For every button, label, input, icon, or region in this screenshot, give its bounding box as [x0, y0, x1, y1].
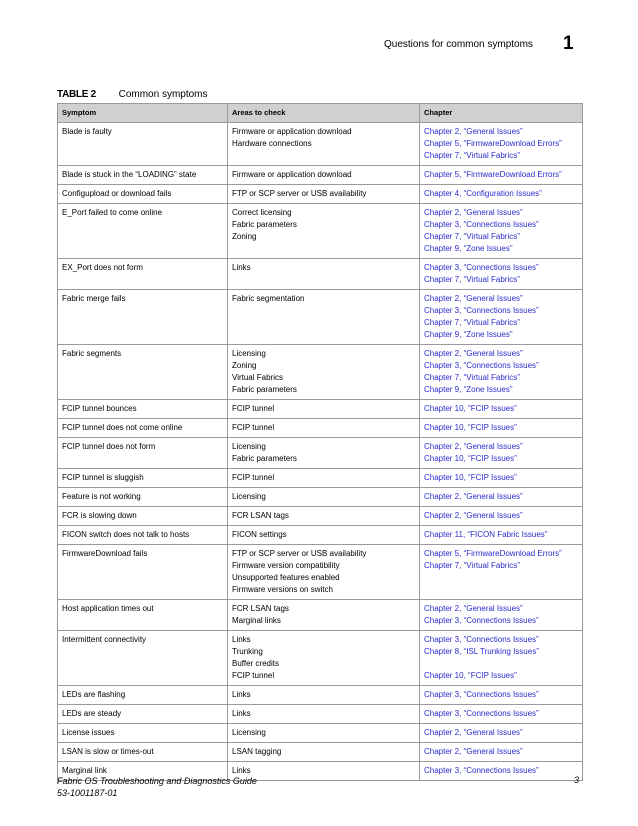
- areas-cell: [228, 400, 420, 419]
- chapter-link[interactable]: Chapter 3, “Connections Issues”: [424, 263, 539, 272]
- areas-cell: [228, 259, 420, 290]
- area-to-check: Links: [232, 635, 251, 644]
- areas-cell: [228, 507, 420, 526]
- chapter-link[interactable]: Chapter 9, “Zone Issues”: [424, 330, 513, 339]
- areas-cell: [228, 438, 420, 469]
- footer-doc-number: 53-1001187-01: [57, 788, 118, 798]
- area-to-check: Zoning: [232, 232, 257, 241]
- area-to-check: Fabric parameters: [232, 220, 297, 229]
- table-row: [58, 259, 583, 290]
- area-to-check: Unsupported features enabled: [232, 573, 340, 582]
- chapter-cell: [420, 724, 583, 743]
- table-row: [58, 545, 583, 600]
- area-to-check: Firmware or application download: [232, 127, 352, 136]
- table-row: [58, 705, 583, 724]
- chapter-cell: [420, 204, 583, 259]
- symptom-text: Intermittent connectivity: [62, 635, 147, 644]
- area-to-check: Trunking: [232, 647, 263, 656]
- area-to-check: Licensing: [232, 349, 266, 358]
- areas-cell: [228, 204, 420, 259]
- area-to-check: FCIP tunnel: [232, 473, 275, 482]
- symptom-text: License issues: [62, 728, 115, 737]
- chapter-cell: [420, 488, 583, 507]
- column-header-chapter: Chapter: [420, 104, 583, 123]
- chapter-cell: [420, 469, 583, 488]
- symptom-cell: [58, 526, 228, 545]
- area-to-check: FCIP tunnel: [232, 671, 275, 680]
- areas-cell: [228, 290, 420, 345]
- symptom-text: FCIP tunnel does not form: [62, 442, 156, 451]
- chapter-link[interactable]: Chapter 2, “General Issues”: [424, 728, 523, 737]
- symptom-cell: [58, 185, 228, 204]
- area-to-check: Fabric segmentation: [232, 294, 305, 303]
- chapter-number: 1: [563, 33, 574, 54]
- column-header-symptom: Symptom: [58, 104, 228, 123]
- chapter-cell: [420, 545, 583, 600]
- chapter-cell: [420, 705, 583, 724]
- symptom-cell: [58, 400, 228, 419]
- chapter-link[interactable]: Chapter 7, “Virtual Fabrics”: [424, 561, 520, 570]
- chapter-link[interactable]: Chapter 5, “FirmwareDownload Errors”: [424, 139, 562, 148]
- area-to-check: FICON settings: [232, 530, 287, 539]
- table-row: [58, 724, 583, 743]
- chapter-link[interactable]: Chapter 10, “FCIP Issues”: [424, 473, 517, 482]
- table-row: [58, 123, 583, 166]
- area-to-check: FCR LSAN tags: [232, 511, 289, 520]
- chapter-link[interactable]: Chapter 3, “Connections Issues”: [424, 766, 539, 775]
- areas-cell: [228, 345, 420, 400]
- areas-cell: [228, 545, 420, 600]
- area-to-check: Links: [232, 263, 251, 272]
- chapter-link[interactable]: Chapter 7, “Virtual Fabrics”: [424, 318, 520, 327]
- table-row: [58, 204, 583, 259]
- chapter-link[interactable]: Chapter 7, “Virtual Fabrics”: [424, 373, 520, 382]
- areas-cell: [228, 526, 420, 545]
- area-to-check: Fabric parameters: [232, 385, 297, 394]
- chapter-link[interactable]: Chapter 7, “Virtual Fabrics”: [424, 151, 520, 160]
- area-to-check: Correct licensing: [232, 208, 292, 217]
- area-to-check: Marginal links: [232, 616, 281, 625]
- symptom-cell: [58, 259, 228, 290]
- symptom-cell: [58, 705, 228, 724]
- chapter-link[interactable]: Chapter 10, “FCIP Issues”: [424, 423, 517, 432]
- chapter-cell: [420, 400, 583, 419]
- area-to-check: Links: [232, 766, 251, 775]
- chapter-cell: [420, 686, 583, 705]
- area-to-check: LSAN tagging: [232, 747, 282, 756]
- symptom-cell: [58, 545, 228, 600]
- areas-cell: [228, 686, 420, 705]
- symptom-cell: [58, 290, 228, 345]
- area-to-check: Firmware version compatibility: [232, 561, 340, 570]
- table-row: [58, 185, 583, 204]
- symptom-cell: [58, 686, 228, 705]
- table-row: [58, 743, 583, 762]
- chapter-cell: [420, 123, 583, 166]
- area-to-check: Virtual Fabrics: [232, 373, 283, 382]
- symptom-text: Blade is stuck in the “LOADING” state: [62, 170, 197, 179]
- area-to-check: Licensing: [232, 728, 266, 737]
- area-to-check: FTP or SCP server or USB availability: [232, 189, 367, 198]
- areas-cell: [228, 705, 420, 724]
- symptom-cell: [58, 724, 228, 743]
- chapter-link[interactable]: Chapter 2, “General Issues”: [424, 208, 523, 217]
- symptom-text: Blade is faulty: [62, 127, 112, 136]
- chapter-link[interactable]: Chapter 3, “Connections Issues”: [424, 690, 539, 699]
- symptom-text: LEDs are flashing: [62, 690, 126, 699]
- areas-cell: [228, 419, 420, 438]
- table-row: [58, 438, 583, 469]
- symptom-text: Host application times out: [62, 604, 154, 613]
- areas-cell: [228, 743, 420, 762]
- chapter-link[interactable]: Chapter 3, “Connections Issues”: [424, 306, 539, 315]
- area-to-check: FCR LSAN tags: [232, 604, 289, 613]
- area-to-check: Links: [232, 690, 251, 699]
- symptom-text: Marginal link: [62, 766, 107, 775]
- chapter-link[interactable]: Chapter 3, “Connections Issues”: [424, 361, 539, 370]
- areas-cell: [228, 185, 420, 204]
- symptom-cell: [58, 507, 228, 526]
- area-to-check: Licensing: [232, 442, 266, 451]
- chapter-link[interactable]: Chapter 5, “FirmwareDownload Errors”: [424, 549, 562, 558]
- symptom-text: FCIP tunnel bounces: [62, 404, 137, 413]
- area-to-check: Firmware versions on switch: [232, 585, 333, 594]
- chapter-link[interactable]: Chapter 2, “General Issues”: [424, 294, 523, 303]
- areas-cell: [228, 600, 420, 631]
- symptom-text: LSAN is slow or times-out: [62, 747, 154, 756]
- areas-cell: [228, 166, 420, 185]
- area-to-check: Licensing: [232, 492, 266, 501]
- table-row: [58, 469, 583, 488]
- areas-cell: [228, 631, 420, 686]
- table-row: [58, 400, 583, 419]
- chapter-link[interactable]: Chapter 10, “FCIP Issues”: [424, 454, 517, 463]
- table-header-row: [58, 104, 583, 123]
- symptom-cell: [58, 123, 228, 166]
- area-to-check: FCIP tunnel: [232, 423, 275, 432]
- chapter-link[interactable]: Chapter 7, “Virtual Fabrics”: [424, 232, 520, 241]
- chapter-spacer: [424, 658, 582, 670]
- symptom-cell: [58, 600, 228, 631]
- chapter-link[interactable]: Chapter 2, “General Issues”: [424, 127, 523, 136]
- chapter-link[interactable]: Chapter 10, “FCIP Issues”: [424, 404, 517, 413]
- chapter-cell: [420, 185, 583, 204]
- chapter-link[interactable]: Chapter 3, “Connections Issues”: [424, 616, 539, 625]
- symptom-cell: [58, 204, 228, 259]
- area-to-check: Firmware or application download: [232, 170, 352, 179]
- chapter-cell: [420, 600, 583, 631]
- chapter-link[interactable]: Chapter 4, “Configuration Issues”: [424, 189, 542, 198]
- symptom-text: Feature is not working: [62, 492, 141, 501]
- common-symptoms-table: [57, 103, 583, 781]
- symptom-text: EX_Port does not form: [62, 263, 143, 272]
- chapter-cell: [420, 345, 583, 400]
- symptom-cell: [58, 743, 228, 762]
- table-row: [58, 631, 583, 686]
- chapter-link[interactable]: Chapter 2, “General Issues”: [424, 349, 523, 358]
- table-row: [58, 507, 583, 526]
- area-to-check: Fabric parameters: [232, 454, 297, 463]
- symptom-text: FirmwareDownload fails: [62, 549, 148, 558]
- table-row: [58, 600, 583, 631]
- table-caption-text: Common symptoms: [118, 89, 208, 100]
- symptom-text: Configupload or download fails: [62, 189, 172, 198]
- chapter-cell: [420, 438, 583, 469]
- chapter-link[interactable]: Chapter 2, “General Issues”: [424, 442, 523, 451]
- chapter-link[interactable]: Chapter 9, “Zone Issues”: [424, 385, 513, 394]
- areas-cell: [228, 724, 420, 743]
- symptom-cell: [58, 345, 228, 400]
- chapter-link[interactable]: Chapter 11, “FICON Fabric Issues”: [424, 530, 548, 539]
- chapter-link[interactable]: Chapter 9, “Zone Issues”: [424, 244, 513, 253]
- chapter-link[interactable]: Chapter 2, “General Issues”: [424, 747, 523, 756]
- chapter-link[interactable]: Chapter 8, “ISL Trunking Issues”: [424, 647, 539, 656]
- table-label: TABLE 2: [57, 89, 96, 100]
- chapter-cell: [420, 631, 583, 686]
- chapter-link[interactable]: Chapter 2, “General Issues”: [424, 511, 523, 520]
- symptom-cell: [58, 631, 228, 686]
- area-to-check: Links: [232, 709, 251, 718]
- symptom-text: FCIP tunnel is sluggish: [62, 473, 144, 482]
- symptom-text: LEDs are steady: [62, 709, 122, 718]
- table-caption: [57, 89, 208, 100]
- symptom-text: E_Port failed to come online: [62, 208, 163, 217]
- chapter-cell: [420, 743, 583, 762]
- area-to-check: FTP or SCP server or USB availability: [232, 549, 367, 558]
- symptom-text: Fabric merge fails: [62, 294, 126, 303]
- chapter-link[interactable]: Chapter 3, “Connections Issues”: [424, 220, 539, 229]
- symptom-text: FCIP tunnel does not come online: [62, 423, 183, 432]
- area-to-check: Zoning: [232, 361, 257, 370]
- column-header-areas: Areas to check: [228, 104, 420, 123]
- chapter-cell: [420, 259, 583, 290]
- symptom-text: Fabric segments: [62, 349, 122, 358]
- chapter-link[interactable]: Chapter 3, “Connections Issues”: [424, 709, 539, 718]
- chapter-cell: [420, 419, 583, 438]
- chapter-cell: [420, 762, 583, 781]
- areas-cell: [228, 488, 420, 507]
- area-to-check: Buffer credits: [232, 659, 279, 668]
- chapter-link[interactable]: Chapter 3, “Connections Issues”: [424, 635, 539, 644]
- page-footer: [57, 775, 257, 799]
- chapter-cell: [420, 290, 583, 345]
- symptom-text: FICON switch does not talk to hosts: [62, 530, 190, 539]
- symptom-cell: [58, 488, 228, 507]
- chapter-cell: [420, 526, 583, 545]
- symptom-cell: [58, 419, 228, 438]
- table-row: [58, 488, 583, 507]
- chapter-link[interactable]: Chapter 7, “Virtual Fabrics”: [424, 275, 520, 284]
- chapter-cell: [420, 166, 583, 185]
- table-row: [58, 686, 583, 705]
- table-row: [58, 419, 583, 438]
- area-to-check: FCIP tunnel: [232, 404, 275, 413]
- chapter-link[interactable]: Chapter 10, “FCIP Issues”: [424, 671, 517, 680]
- areas-cell: [228, 469, 420, 488]
- table-row: [58, 345, 583, 400]
- chapter-link[interactable]: Chapter 5, “FirmwareDownload Errors”: [424, 170, 562, 179]
- page-number: 3: [574, 775, 580, 785]
- symptom-cell: [58, 166, 228, 185]
- area-to-check: Hardware connections: [232, 139, 312, 148]
- table-row: [58, 526, 583, 545]
- areas-cell: [228, 123, 420, 166]
- table-row: [58, 290, 583, 345]
- footer-guide-title: Fabric OS Troubleshooting and Diagnostics Guide: [57, 776, 257, 786]
- symptom-cell: [58, 469, 228, 488]
- chapter-cell: [420, 507, 583, 526]
- chapter-link[interactable]: Chapter 2, “General Issues”: [424, 604, 523, 613]
- symptom-cell: [58, 438, 228, 469]
- chapter-link[interactable]: Chapter 2, “General Issues”: [424, 492, 523, 501]
- running-header-title: Questions for common symptoms: [384, 39, 533, 50]
- symptom-text: FCR is slowing down: [62, 511, 137, 520]
- table-row: [58, 166, 583, 185]
